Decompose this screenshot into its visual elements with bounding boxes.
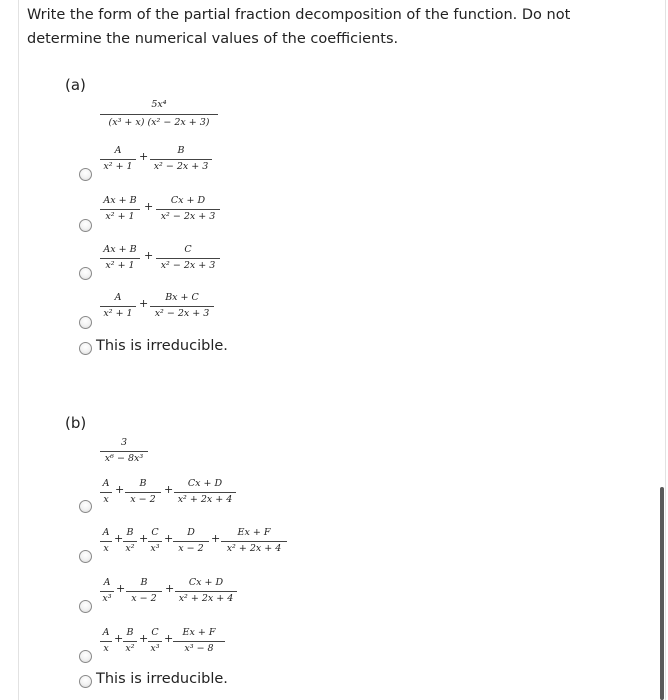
part-a-option-1	[100, 145, 220, 175]
part-a-option-4	[100, 292, 230, 322]
fraction-bar	[221, 541, 287, 542]
part-a-irreducible-radio[interactable]	[79, 342, 92, 355]
plus-sign: +	[114, 632, 124, 645]
fraction-numerator: Ax + B	[103, 244, 137, 255]
fraction-denominator: x³	[150, 543, 160, 554]
fraction-numerator: D	[187, 527, 195, 538]
fraction-denominator: x	[103, 494, 109, 505]
part-a-option-2	[100, 195, 230, 225]
fraction-bar	[100, 209, 140, 210]
fraction-numerator: Ax + B	[103, 195, 137, 206]
fraction-denominator: x² + 1	[103, 161, 133, 172]
fraction-numerator: C	[184, 244, 192, 255]
part-b-label: (b)	[65, 414, 87, 432]
fraction-numerator: A	[102, 627, 110, 638]
fraction-bar	[148, 541, 162, 542]
part-a-option-2-radio[interactable]	[79, 219, 92, 232]
fraction-denominator: x² + 1	[103, 308, 133, 319]
fraction-denominator: x² + 2x + 4	[178, 593, 234, 604]
part-b-option-2	[100, 527, 300, 557]
fraction-bar	[100, 541, 112, 542]
part-b-irreducible-radio[interactable]	[79, 675, 92, 688]
plus-sign: +	[114, 532, 124, 545]
fraction-denominator: x² − 2x + 3	[160, 260, 216, 271]
fraction-numerator: B	[126, 627, 134, 638]
fraction-numerator: Cx + D	[170, 195, 206, 206]
fraction-bar	[100, 159, 136, 160]
fraction-numerator: Bx + C	[165, 292, 199, 303]
part-a-option-3	[100, 244, 230, 274]
fraction-numerator: C	[151, 627, 159, 638]
plus-sign: +	[144, 200, 154, 213]
fraction-numerator: Ex + F	[182, 627, 216, 638]
fraction-numerator: B	[140, 577, 148, 588]
fraction-bar	[148, 641, 162, 642]
part-b-option-4-radio[interactable]	[79, 650, 92, 663]
fraction-numerator: A	[114, 292, 122, 303]
question-prompt: Write the form of the partial fraction decomposition of the function. Do not determine the numerical values of the coefficients.	[27, 7, 571, 47]
fraction-bar	[173, 641, 225, 642]
plus-sign: +	[115, 483, 125, 496]
fraction-numerator: A	[102, 527, 110, 538]
plus-sign: +	[139, 150, 149, 163]
fraction-denominator: x²	[125, 643, 135, 654]
fraction-denominator: x − 2	[131, 593, 157, 604]
fraction-bar	[126, 591, 162, 592]
fraction-bar	[175, 591, 237, 592]
plus-sign: +	[139, 297, 149, 310]
fraction-bar	[100, 258, 140, 259]
fraction-bar	[100, 306, 136, 307]
part-a-function-denominator: (x³ + x) (x² − 2x + 3)	[108, 117, 210, 128]
fraction-bar	[100, 641, 112, 642]
plus-sign: +	[164, 632, 174, 645]
part-b-option-3-radio[interactable]	[79, 600, 92, 613]
fraction-bar	[150, 306, 214, 307]
fraction-bar	[125, 492, 161, 493]
fraction-denominator: x² − 2x + 3	[160, 211, 216, 222]
part-a-irreducible-label[interactable]: This is irreducible.	[96, 338, 228, 354]
plus-sign: +	[164, 532, 174, 545]
part-a-option-4-radio[interactable]	[79, 316, 92, 329]
part-b-option-2-radio[interactable]	[79, 550, 92, 563]
plus-sign: +	[144, 249, 154, 262]
fraction-bar	[123, 541, 137, 542]
fraction-numerator: Cx + D	[187, 478, 223, 489]
fraction-denominator: x − 2	[130, 494, 156, 505]
fraction-bar	[123, 641, 137, 642]
fraction-bar	[100, 114, 218, 115]
fraction-bar	[156, 258, 220, 259]
fraction-bar	[173, 541, 209, 542]
fraction-denominator: x² − 2x + 3	[153, 161, 209, 172]
fraction-numerator: A	[103, 577, 111, 588]
fraction-denominator: x² + 1	[105, 260, 135, 271]
fraction-denominator: x	[103, 543, 109, 554]
fraction-numerator: A	[102, 478, 110, 489]
part-a-function	[100, 99, 218, 133]
part-a-label: (a)	[65, 76, 86, 94]
fraction-denominator: x³ − 8	[184, 643, 214, 654]
fraction-denominator: x − 2	[178, 543, 204, 554]
plus-sign: +	[211, 532, 221, 545]
fraction-denominator: x²	[125, 543, 135, 554]
fraction-denominator: x	[103, 643, 109, 654]
part-b-option-1	[100, 478, 250, 508]
fraction-numerator: B	[177, 145, 185, 156]
plus-sign: +	[139, 632, 149, 645]
part-b-irreducible-label[interactable]: This is irreducible.	[96, 671, 228, 687]
part-a-option-3-radio[interactable]	[79, 267, 92, 280]
part-a-option-1-radio[interactable]	[79, 168, 92, 181]
fraction-bar	[100, 492, 112, 493]
part-b-function-denominator: x⁶ − 8x³	[104, 453, 144, 464]
fraction-denominator: x² + 2x + 4	[226, 543, 282, 554]
part-b-option-3	[100, 577, 250, 607]
fraction-denominator: x² + 1	[105, 211, 135, 222]
part-b-option-4	[100, 627, 250, 657]
fraction-denominator: x² − 2x + 3	[154, 308, 210, 319]
fraction-denominator: x² + 2x + 4	[177, 494, 233, 505]
fraction-numerator: A	[114, 145, 122, 156]
plus-sign: +	[139, 532, 149, 545]
scrollbar-thumb[interactable]	[660, 487, 664, 700]
part-b-function	[100, 437, 152, 469]
fraction-numerator: Ex + F	[237, 527, 271, 538]
part-b-option-1-radio[interactable]	[79, 500, 92, 513]
fraction-bar	[150, 159, 212, 160]
fraction-denominator: x³	[150, 643, 160, 654]
fraction-bar	[100, 591, 114, 592]
fraction-numerator: B	[139, 478, 147, 489]
fraction-bar	[156, 209, 220, 210]
fraction-numerator: B	[126, 527, 134, 538]
plus-sign: +	[165, 582, 175, 595]
part-a-function-numerator: 5x⁴	[151, 99, 167, 110]
part-b-function-numerator: 3	[120, 437, 128, 448]
fraction-numerator: Cx + D	[188, 577, 224, 588]
plus-sign: +	[164, 483, 174, 496]
fraction-numerator: C	[151, 527, 159, 538]
fraction-denominator: x³	[102, 593, 112, 604]
fraction-bar	[174, 492, 236, 493]
plus-sign: +	[116, 582, 126, 595]
fraction-bar	[100, 451, 148, 452]
